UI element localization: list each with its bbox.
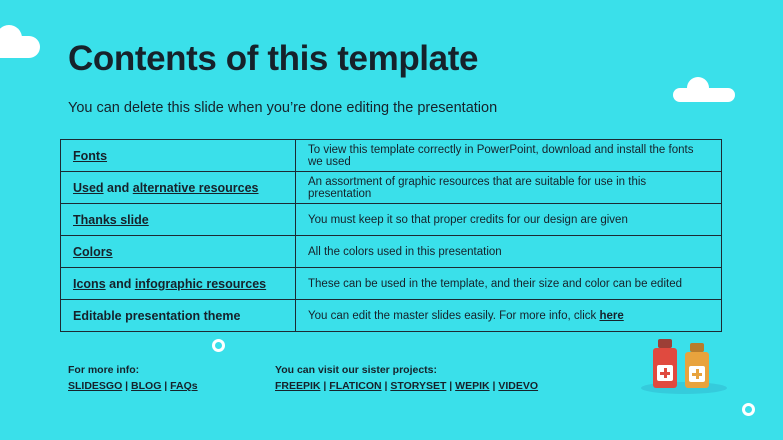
footer-separator: | [489,380,499,393]
content-text: and [103,180,133,195]
content-link[interactable]: here [599,309,624,322]
content-link[interactable]: Used [73,180,104,195]
table-cell-label [61,172,296,204]
content-text: These can be used in the template, and their size and color can be edited [308,277,682,290]
table-cell-description [296,204,722,236]
page-title: Contents of this template [68,39,479,78]
bottle-cap [658,339,672,348]
medical-cross-icon [657,365,673,381]
content-text: All the colors used in this presentation [308,245,502,258]
footer-separator: | [161,380,171,393]
circle-outline-icon [212,339,225,352]
circle-outline-icon [742,403,755,416]
table-row [61,204,722,236]
footer-link[interactable]: VIDEVO [498,380,539,393]
content-link[interactable]: alternative resources [132,180,259,195]
bottle-cap [690,343,704,352]
content-text: An assortment of graphic resources that are suitable for use in this presentation [308,175,647,200]
footer-link[interactable]: FAQs [170,380,198,393]
table-cell-label [61,268,296,300]
content-text: Editable presentation theme [73,308,241,323]
table-cell-label [61,204,296,236]
footer-sister-projects [275,362,538,395]
content-text: You must keep it so that proper credits for our design are given [308,213,628,226]
contents-table-body [61,140,722,332]
table-cell-description [296,268,722,300]
content-link[interactable]: Thanks slide [73,212,149,227]
footer-link[interactable]: WEPIK [455,380,490,393]
footer-more-info [68,362,198,395]
footer-separator: | [446,380,456,393]
footer-separator: | [122,380,132,393]
footer-link[interactable]: SLIDESGO [68,380,123,393]
footer-left-lead: For more info: [68,364,140,376]
content-link[interactable]: Icons [73,276,106,291]
table-cell-description [296,236,722,268]
footer-link[interactable]: STORYSET [390,380,447,393]
medical-cross-icon [689,366,705,382]
table-cell-label [61,300,296,332]
table-cell-description [296,300,722,332]
medicine-bottles-illustration [635,332,731,394]
footer-left-links [68,378,198,394]
table-row [61,300,722,332]
table-cell-description [296,172,722,204]
content-link[interactable]: infographic resources [134,276,267,291]
table-row [61,172,722,204]
contents-table [60,139,722,332]
table-cell-description [296,140,722,172]
content-text: and [105,276,135,291]
table-cell-label [61,140,296,172]
table-cell-label [61,236,296,268]
footer-separator: | [381,380,391,393]
content-text: To view this template correctly in PowerPoint, download and install the fonts we used [308,143,694,168]
content-text: You can edit the master slides easily. For more info, click [308,309,600,322]
page-subtitle: You can delete this slide when you’re done editing the presentation [68,100,498,116]
cloud-icon [0,36,40,58]
content-link[interactable]: Fonts [73,148,108,163]
footer-link[interactable]: BLOG [131,380,162,393]
table-row [61,140,722,172]
table-row [61,236,722,268]
content-link[interactable]: Colors [73,244,113,259]
footer-link[interactable]: FLATICON [329,380,382,393]
cloud-icon [673,88,735,102]
footer-right-links [275,378,538,394]
footer-link[interactable]: FREEPIK [275,380,321,393]
footer-separator: | [320,380,330,393]
table-row [61,268,722,300]
footer-right-lead: You can visit our sister projects: [275,364,438,376]
